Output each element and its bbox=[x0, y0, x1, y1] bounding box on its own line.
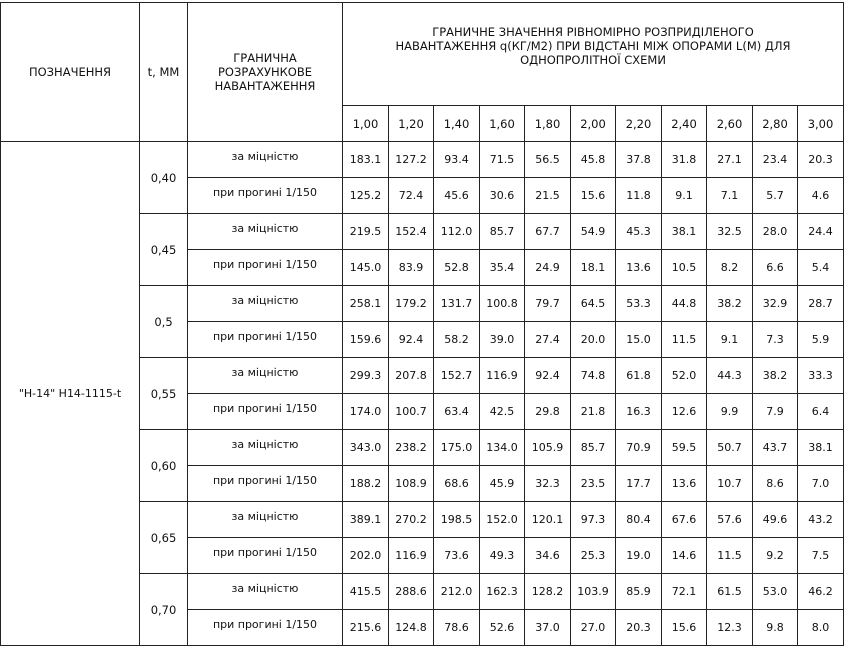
limit-value-header: ГРАНИЧНЕ ЗНАЧЕННЯ РІВНОМІРНО РОЗПРИДІЛЕНОГО НАВАНТАЖЕННЯ q(КГ/М2) ПРИ ВІДСТАНІ МІЖ ОПОРАМИ L(М) ДЛЯ ОДНОПРОЛІТНОЇ СХЕМИ bbox=[343, 3, 844, 106]
value-cell: 343.0 bbox=[343, 430, 389, 466]
value-cell: 54.9 bbox=[571, 214, 616, 250]
value-cell: 50.7 bbox=[707, 430, 753, 466]
value-cell: 9.1 bbox=[662, 178, 707, 214]
value-cell: 97.3 bbox=[571, 502, 616, 538]
value-cell: 28.7 bbox=[798, 286, 844, 322]
value-cell: 9.2 bbox=[753, 538, 798, 574]
value-cell: 37.0 bbox=[525, 610, 571, 646]
table-body bbox=[1, 142, 844, 646]
value-cell: 67.6 bbox=[662, 502, 707, 538]
value-cell: 35.4 bbox=[480, 250, 525, 286]
value-cell: 85.7 bbox=[571, 430, 616, 466]
value-cell: 145.0 bbox=[343, 250, 389, 286]
value-cell: 11.5 bbox=[707, 538, 753, 574]
value-cell: 64.5 bbox=[571, 286, 616, 322]
value-cell: 7.5 bbox=[798, 538, 844, 574]
value-cell: 45.6 bbox=[434, 178, 480, 214]
value-cell: 7.3 bbox=[753, 322, 798, 358]
value-cell: 188.2 bbox=[343, 466, 389, 502]
value-cell: 152.0 bbox=[480, 502, 525, 538]
value-cell: 9.9 bbox=[707, 394, 753, 430]
value-cell: 27.1 bbox=[707, 142, 753, 178]
value-cell: 28.0 bbox=[753, 214, 798, 250]
table-header bbox=[1, 3, 844, 142]
value-cell: 270.2 bbox=[389, 502, 434, 538]
load-type-cell: за міцністю bbox=[188, 142, 343, 178]
value-cell: 32.3 bbox=[525, 466, 571, 502]
value-cell: 92.4 bbox=[389, 322, 434, 358]
value-cell: 32.9 bbox=[753, 286, 798, 322]
value-cell: 43.7 bbox=[753, 430, 798, 466]
value-cell: 10.5 bbox=[662, 250, 707, 286]
value-cell: 34.6 bbox=[525, 538, 571, 574]
value-cell: 70.9 bbox=[616, 430, 662, 466]
designation-header: ПОЗНАЧЕННЯ bbox=[1, 3, 140, 142]
value-cell: 46.2 bbox=[798, 574, 844, 610]
value-cell: 27.0 bbox=[571, 610, 616, 646]
load-type-cell: при прогині 1/150 bbox=[188, 250, 343, 286]
value-cell: 131.7 bbox=[434, 286, 480, 322]
value-cell: 108.9 bbox=[389, 466, 434, 502]
value-cell: 49.3 bbox=[480, 538, 525, 574]
value-cell: 11.8 bbox=[616, 178, 662, 214]
value-cell: 92.4 bbox=[525, 358, 571, 394]
value-cell: 59.5 bbox=[662, 430, 707, 466]
table-row bbox=[1, 142, 844, 178]
value-cell: 74.8 bbox=[571, 358, 616, 394]
value-cell: 61.8 bbox=[616, 358, 662, 394]
value-cell: 175.0 bbox=[434, 430, 480, 466]
value-cell: 100.7 bbox=[389, 394, 434, 430]
value-cell: 219.5 bbox=[343, 214, 389, 250]
value-cell: 15.6 bbox=[571, 178, 616, 214]
value-cell: 125.2 bbox=[343, 178, 389, 214]
value-cell: 57.6 bbox=[707, 502, 753, 538]
value-cell: 30.6 bbox=[480, 178, 525, 214]
value-cell: 238.2 bbox=[389, 430, 434, 466]
value-cell: 21.8 bbox=[571, 394, 616, 430]
thickness-cell: 0,45 bbox=[140, 214, 188, 286]
value-cell: 14.6 bbox=[662, 538, 707, 574]
span-header-cell: 2,00 bbox=[571, 106, 616, 142]
value-cell: 19.0 bbox=[616, 538, 662, 574]
value-cell: 20.3 bbox=[798, 142, 844, 178]
value-cell: 162.3 bbox=[480, 574, 525, 610]
value-cell: 103.9 bbox=[571, 574, 616, 610]
design-load-header: ГРАНИЧНА РОЗРАХУНКОВЕ НАВАНТАЖЕННЯ bbox=[188, 3, 343, 142]
value-cell: 174.0 bbox=[343, 394, 389, 430]
load-type-cell: за міцністю bbox=[188, 358, 343, 394]
load-type-cell: за міцністю bbox=[188, 502, 343, 538]
span-header-cell: 1,80 bbox=[525, 106, 571, 142]
thickness-cell: 0,60 bbox=[140, 430, 188, 502]
value-cell: 93.4 bbox=[434, 142, 480, 178]
value-cell: 23.5 bbox=[571, 466, 616, 502]
value-cell: 61.5 bbox=[707, 574, 753, 610]
load-type-cell: при прогині 1/150 bbox=[188, 178, 343, 214]
value-cell: 4.6 bbox=[798, 178, 844, 214]
value-cell: 53.3 bbox=[616, 286, 662, 322]
value-cell: 72.4 bbox=[389, 178, 434, 214]
value-cell: 12.3 bbox=[707, 610, 753, 646]
value-cell: 85.7 bbox=[480, 214, 525, 250]
value-cell: 45.8 bbox=[571, 142, 616, 178]
value-cell: 112.0 bbox=[434, 214, 480, 250]
value-cell: 128.2 bbox=[525, 574, 571, 610]
value-cell: 9.8 bbox=[753, 610, 798, 646]
thickness-cell: 0,40 bbox=[140, 142, 188, 214]
load-type-cell: при прогині 1/150 bbox=[188, 610, 343, 646]
value-cell: 25.3 bbox=[571, 538, 616, 574]
span-header-cell: 2,60 bbox=[707, 106, 753, 142]
value-cell: 258.1 bbox=[343, 286, 389, 322]
value-cell: 24.9 bbox=[525, 250, 571, 286]
value-cell: 38.2 bbox=[753, 358, 798, 394]
span-header-cell: 2,20 bbox=[616, 106, 662, 142]
value-cell: 23.4 bbox=[753, 142, 798, 178]
value-cell: 67.7 bbox=[525, 214, 571, 250]
thickness-cell: 0,5 bbox=[140, 286, 188, 358]
value-cell: 63.4 bbox=[434, 394, 480, 430]
value-cell: 299.3 bbox=[343, 358, 389, 394]
value-cell: 44.3 bbox=[707, 358, 753, 394]
load-type-cell: при прогині 1/150 bbox=[188, 394, 343, 430]
value-cell: 18.1 bbox=[571, 250, 616, 286]
span-header-cell: 1,20 bbox=[389, 106, 434, 142]
value-cell: 116.9 bbox=[389, 538, 434, 574]
value-cell: 389.1 bbox=[343, 502, 389, 538]
span-header-cell: 1,00 bbox=[343, 106, 389, 142]
value-cell: 80.4 bbox=[616, 502, 662, 538]
value-cell: 15.0 bbox=[616, 322, 662, 358]
value-cell: 288.6 bbox=[389, 574, 434, 610]
value-cell: 16.3 bbox=[616, 394, 662, 430]
value-cell: 39.0 bbox=[480, 322, 525, 358]
span-header-cell: 3,00 bbox=[798, 106, 844, 142]
value-cell: 5.9 bbox=[798, 322, 844, 358]
value-cell: 10.7 bbox=[707, 466, 753, 502]
thickness-header: t, ММ bbox=[140, 3, 188, 142]
value-cell: 8.2 bbox=[707, 250, 753, 286]
value-cell: 56.5 bbox=[525, 142, 571, 178]
value-cell: 12.6 bbox=[662, 394, 707, 430]
value-cell: 20.3 bbox=[616, 610, 662, 646]
load-type-cell: при прогині 1/150 bbox=[188, 322, 343, 358]
value-cell: 207.8 bbox=[389, 358, 434, 394]
load-type-cell: за міцністю bbox=[188, 430, 343, 466]
value-cell: 83.9 bbox=[389, 250, 434, 286]
value-cell: 44.8 bbox=[662, 286, 707, 322]
value-cell: 127.2 bbox=[389, 142, 434, 178]
value-cell: 7.0 bbox=[798, 466, 844, 502]
value-cell: 79.7 bbox=[525, 286, 571, 322]
value-cell: 9.1 bbox=[707, 322, 753, 358]
value-cell: 179.2 bbox=[389, 286, 434, 322]
value-cell: 58.2 bbox=[434, 322, 480, 358]
value-cell: 73.6 bbox=[434, 538, 480, 574]
value-cell: 13.6 bbox=[662, 466, 707, 502]
value-cell: 215.6 bbox=[343, 610, 389, 646]
value-cell: 198.5 bbox=[434, 502, 480, 538]
value-cell: 116.9 bbox=[480, 358, 525, 394]
value-cell: 24.4 bbox=[798, 214, 844, 250]
value-cell: 11.5 bbox=[662, 322, 707, 358]
value-cell: 212.0 bbox=[434, 574, 480, 610]
value-cell: 31.8 bbox=[662, 142, 707, 178]
value-cell: 53.0 bbox=[753, 574, 798, 610]
value-cell: 38.1 bbox=[798, 430, 844, 466]
value-cell: 6.4 bbox=[798, 394, 844, 430]
value-cell: 38.2 bbox=[707, 286, 753, 322]
value-cell: 8.6 bbox=[753, 466, 798, 502]
value-cell: 159.6 bbox=[343, 322, 389, 358]
value-cell: 6.6 bbox=[753, 250, 798, 286]
value-cell: 43.2 bbox=[798, 502, 844, 538]
value-cell: 27.4 bbox=[525, 322, 571, 358]
value-cell: 42.5 bbox=[480, 394, 525, 430]
value-cell: 415.5 bbox=[343, 574, 389, 610]
value-cell: 71.5 bbox=[480, 142, 525, 178]
value-cell: 124.8 bbox=[389, 610, 434, 646]
value-cell: 45.9 bbox=[480, 466, 525, 502]
designation-cell: "Н-14" Н14-1115-t bbox=[1, 142, 140, 646]
value-cell: 72.1 bbox=[662, 574, 707, 610]
value-cell: 152.4 bbox=[389, 214, 434, 250]
value-cell: 21.5 bbox=[525, 178, 571, 214]
value-cell: 29.8 bbox=[525, 394, 571, 430]
value-cell: 134.0 bbox=[480, 430, 525, 466]
value-cell: 45.3 bbox=[616, 214, 662, 250]
value-cell: 17.7 bbox=[616, 466, 662, 502]
load-type-cell: при прогині 1/150 bbox=[188, 466, 343, 502]
value-cell: 152.7 bbox=[434, 358, 480, 394]
load-table bbox=[0, 2, 844, 646]
load-type-cell: за міцністю bbox=[188, 286, 343, 322]
value-cell: 13.6 bbox=[616, 250, 662, 286]
value-cell: 7.1 bbox=[707, 178, 753, 214]
value-cell: 37.8 bbox=[616, 142, 662, 178]
value-cell: 52.6 bbox=[480, 610, 525, 646]
value-cell: 52.8 bbox=[434, 250, 480, 286]
value-cell: 78.6 bbox=[434, 610, 480, 646]
value-cell: 120.1 bbox=[525, 502, 571, 538]
span-header-cell: 2,40 bbox=[662, 106, 707, 142]
value-cell: 85.9 bbox=[616, 574, 662, 610]
value-cell: 5.7 bbox=[753, 178, 798, 214]
load-type-cell: при прогині 1/150 bbox=[188, 538, 343, 574]
value-cell: 32.5 bbox=[707, 214, 753, 250]
value-cell: 100.8 bbox=[480, 286, 525, 322]
value-cell: 8.0 bbox=[798, 610, 844, 646]
value-cell: 15.6 bbox=[662, 610, 707, 646]
value-cell: 202.0 bbox=[343, 538, 389, 574]
value-cell: 105.9 bbox=[525, 430, 571, 466]
value-cell: 38.1 bbox=[662, 214, 707, 250]
thickness-cell: 0,65 bbox=[140, 502, 188, 574]
value-cell: 7.9 bbox=[753, 394, 798, 430]
load-type-cell: за міцністю bbox=[188, 574, 343, 610]
span-header-cell: 1,40 bbox=[434, 106, 480, 142]
value-cell: 33.3 bbox=[798, 358, 844, 394]
value-cell: 52.0 bbox=[662, 358, 707, 394]
value-cell: 20.0 bbox=[571, 322, 616, 358]
value-cell: 68.6 bbox=[434, 466, 480, 502]
span-header-cell: 1,60 bbox=[480, 106, 525, 142]
thickness-cell: 0,55 bbox=[140, 358, 188, 430]
value-cell: 49.6 bbox=[753, 502, 798, 538]
value-cell: 183.1 bbox=[343, 142, 389, 178]
value-cell: 5.4 bbox=[798, 250, 844, 286]
span-header-cell: 2,80 bbox=[753, 106, 798, 142]
load-type-cell: за міцністю bbox=[188, 214, 343, 250]
thickness-cell: 0,70 bbox=[140, 574, 188, 646]
